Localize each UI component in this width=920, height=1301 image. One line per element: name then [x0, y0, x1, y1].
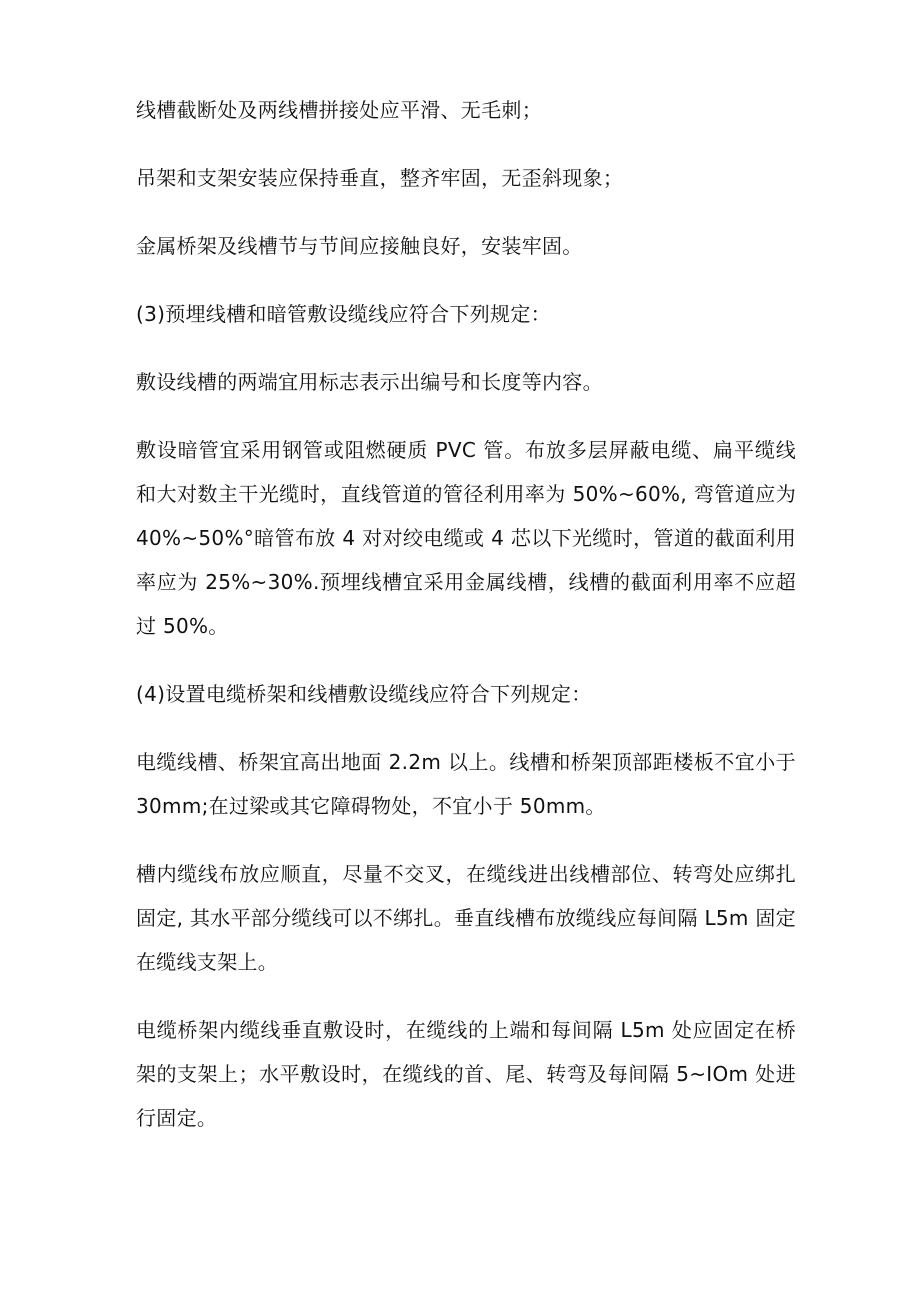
document-body — [136, 88, 796, 1164]
paragraph-conduit-utilization: 敷设暗管宜采用钢管或阻燃硬质 PVC 管。布放多层屏蔽电缆、扁平缆线和大对数主干光缆时，直线管道的管径利用率为 50%~60%, 弯管道应为 40%~50%°暗管布放 4 对对绞电缆或 4 芯以下光缆时，管道的截面利用率应为 25%~30%.预埋线槽宜采用金属线槽，线槽的截面利用率不应超过 50%。 — [136, 438, 796, 638]
paragraph-trunking-labels: 敷设线槽的两端宜用标志表示出编号和长度等内容。 — [136, 370, 603, 394]
paragraph-cable-routing-binding: 槽内缆线布放应顺直，尽量不交叉，在缆线进出线槽部位、转弯处应绑扎固定, 其水平部分缆线可以不绑扎。垂直线槽布放缆线应每间隔 L5m 固定在缆线支架上。 — [136, 862, 796, 974]
paragraph-trunking-cut-smooth: 线槽截断处及两线槽拼接处应平滑、无毛刺； — [136, 98, 542, 122]
paragraph-tray-height: 电缆线槽、桥架宜高出地面 2.2m 以上。线槽和桥架顶部距楼板不宜小于 30mm;在过梁或其它障碍物处，不宜小于 50mm。 — [136, 750, 796, 818]
section-heading-3: (3)预埋线槽和暗管敷设缆线应符合下列规定： — [136, 302, 551, 326]
paragraph-metal-tray-contact: 金属桥架及线槽节与节间应接触良好，安装牢固。 — [136, 234, 583, 258]
section-heading-4: (4)设置电缆桥架和线槽敷设缆线应符合下列规定： — [136, 682, 592, 706]
paragraph-hanger-bracket-vertical: 吊架和支架安装应保持垂直，整齐牢固，无歪斜现象； — [136, 166, 624, 190]
paragraph-vertical-horizontal-fixing: 电缆桥架内缆线垂直敷设时，在缆线的上端和每间隔 L5m 处应固定在桥架的支架上；水平敷设时，在缆线的首、尾、转弯及每间隔 5~IOm 处进行固定。 — [136, 1018, 796, 1130]
